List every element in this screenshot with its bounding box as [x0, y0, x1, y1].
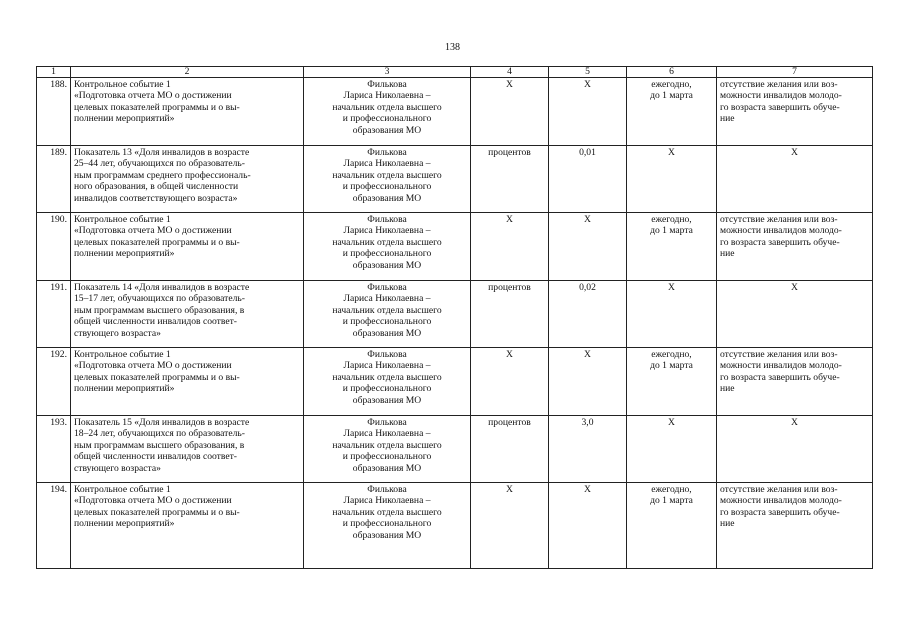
row-risk: Х: [717, 281, 873, 348]
column-header: 1: [37, 67, 71, 78]
row-value: Х: [549, 483, 627, 569]
table-row: [37, 483, 873, 569]
column-header: 4: [471, 67, 549, 78]
row-number: 189.: [37, 146, 71, 213]
row-number: 193.: [37, 416, 71, 483]
table-row: [37, 348, 873, 416]
row-number: 192.: [37, 348, 71, 416]
row-unit: процентов: [471, 416, 549, 483]
row-period: ежегодно, до 1 марта: [627, 213, 717, 281]
row-description: Контрольное событие 1 «Подготовка отчета МО о достижении целевых показателей программы и о вы- полнении мероприятий»: [71, 348, 304, 416]
row-value: Х: [549, 348, 627, 416]
row-risk: Х: [717, 146, 873, 213]
row-risk: отсутствие желания или воз- можности инвалидов молодо- го возраста завершить обуче- ние: [717, 483, 873, 569]
row-responsible: Филькова Лариса Николаевна – начальник отдела высшего и профессионального образования МО: [304, 281, 471, 348]
row-responsible: Филькова Лариса Николаевна – начальник отдела высшего и профессионального образования МО: [304, 416, 471, 483]
table-row: [37, 281, 873, 348]
row-responsible: Филькова Лариса Николаевна – начальник отдела высшего и профессионального образования МО: [304, 78, 471, 146]
row-unit: Х: [471, 483, 549, 569]
row-unit: Х: [471, 213, 549, 281]
row-description: Контрольное событие 1 «Подготовка отчета МО о достижении целевых показателей программы и о вы- полнении мероприятий»: [71, 483, 304, 569]
row-value: 3,0: [549, 416, 627, 483]
row-description: Контрольное событие 1 «Подготовка отчета МО о достижении целевых показателей программы и о вы- полнении мероприятий»: [71, 213, 304, 281]
row-risk: Х: [717, 416, 873, 483]
row-unit: процентов: [471, 281, 549, 348]
row-unit: Х: [471, 348, 549, 416]
table-row: [37, 78, 873, 146]
row-period: Х: [627, 146, 717, 213]
column-header: 6: [627, 67, 717, 78]
row-description: Показатель 15 «Доля инвалидов в возрасте 18–24 лет, обучающихся по образователь- ным программам высшего образования, в общей численности инвалидов соответ- ствующего возраста»: [71, 416, 304, 483]
row-period: ежегодно, до 1 марта: [627, 78, 717, 146]
row-description: Показатель 14 «Доля инвалидов в возрасте 15–17 лет, обучающихся по образователь- ным программам высшего образования, в общей численности инвалидов соответ- ствующего возраста»: [71, 281, 304, 348]
row-unit: процентов: [471, 146, 549, 213]
column-header: 2: [71, 67, 304, 78]
row-value: Х: [549, 213, 627, 281]
row-responsible: Филькова Лариса Николаевна – начальник отдела высшего и профессионального образования МО: [304, 213, 471, 281]
plan-table: [36, 66, 873, 569]
row-risk: отсутствие желания или воз- можности инвалидов молодо- го возраста завершить обуче- ние: [717, 78, 873, 146]
row-risk: отсутствие желания или воз- можности инвалидов молодо- го возраста завершить обуче- ние: [717, 213, 873, 281]
row-value: 0,02: [549, 281, 627, 348]
row-responsible: Филькова Лариса Николаевна – начальник отдела высшего и профессионального образования МО: [304, 146, 471, 213]
row-value: Х: [549, 78, 627, 146]
row-description: Контрольное событие 1 «Подготовка отчета МО о достижении целевых показателей программы и о вы- полнении мероприятий»: [71, 78, 304, 146]
row-unit: Х: [471, 78, 549, 146]
table-row: [37, 146, 873, 213]
column-header: 5: [549, 67, 627, 78]
column-header: 3: [304, 67, 471, 78]
row-value: 0,01: [549, 146, 627, 213]
row-period: Х: [627, 281, 717, 348]
row-description: Показатель 13 «Доля инвалидов в возрасте 25–44 лет, обучающихся по образователь- ным программам среднего профессиональ- ного образования, в общей численности инвалидов соответствующего возраста»: [71, 146, 304, 213]
table-row: [37, 416, 873, 483]
row-number: 194.: [37, 483, 71, 569]
row-number: 188.: [37, 78, 71, 146]
page-number: 138: [445, 42, 460, 53]
table-row: [37, 213, 873, 281]
row-period: ежегодно, до 1 марта: [627, 483, 717, 569]
row-number: 191.: [37, 281, 71, 348]
header-row: [37, 67, 873, 78]
row-responsible: Филькова Лариса Николаевна – начальник отдела высшего и профессионального образования МО: [304, 348, 471, 416]
row-responsible: Филькова Лариса Николаевна – начальник отдела высшего и профессионального образования МО: [304, 483, 471, 569]
row-number: 190.: [37, 213, 71, 281]
column-header: 7: [717, 67, 873, 78]
row-risk: отсутствие желания или воз- можности инвалидов молодо- го возраста завершить обуче- ние: [717, 348, 873, 416]
row-period: Х: [627, 416, 717, 483]
row-period: ежегодно, до 1 марта: [627, 348, 717, 416]
